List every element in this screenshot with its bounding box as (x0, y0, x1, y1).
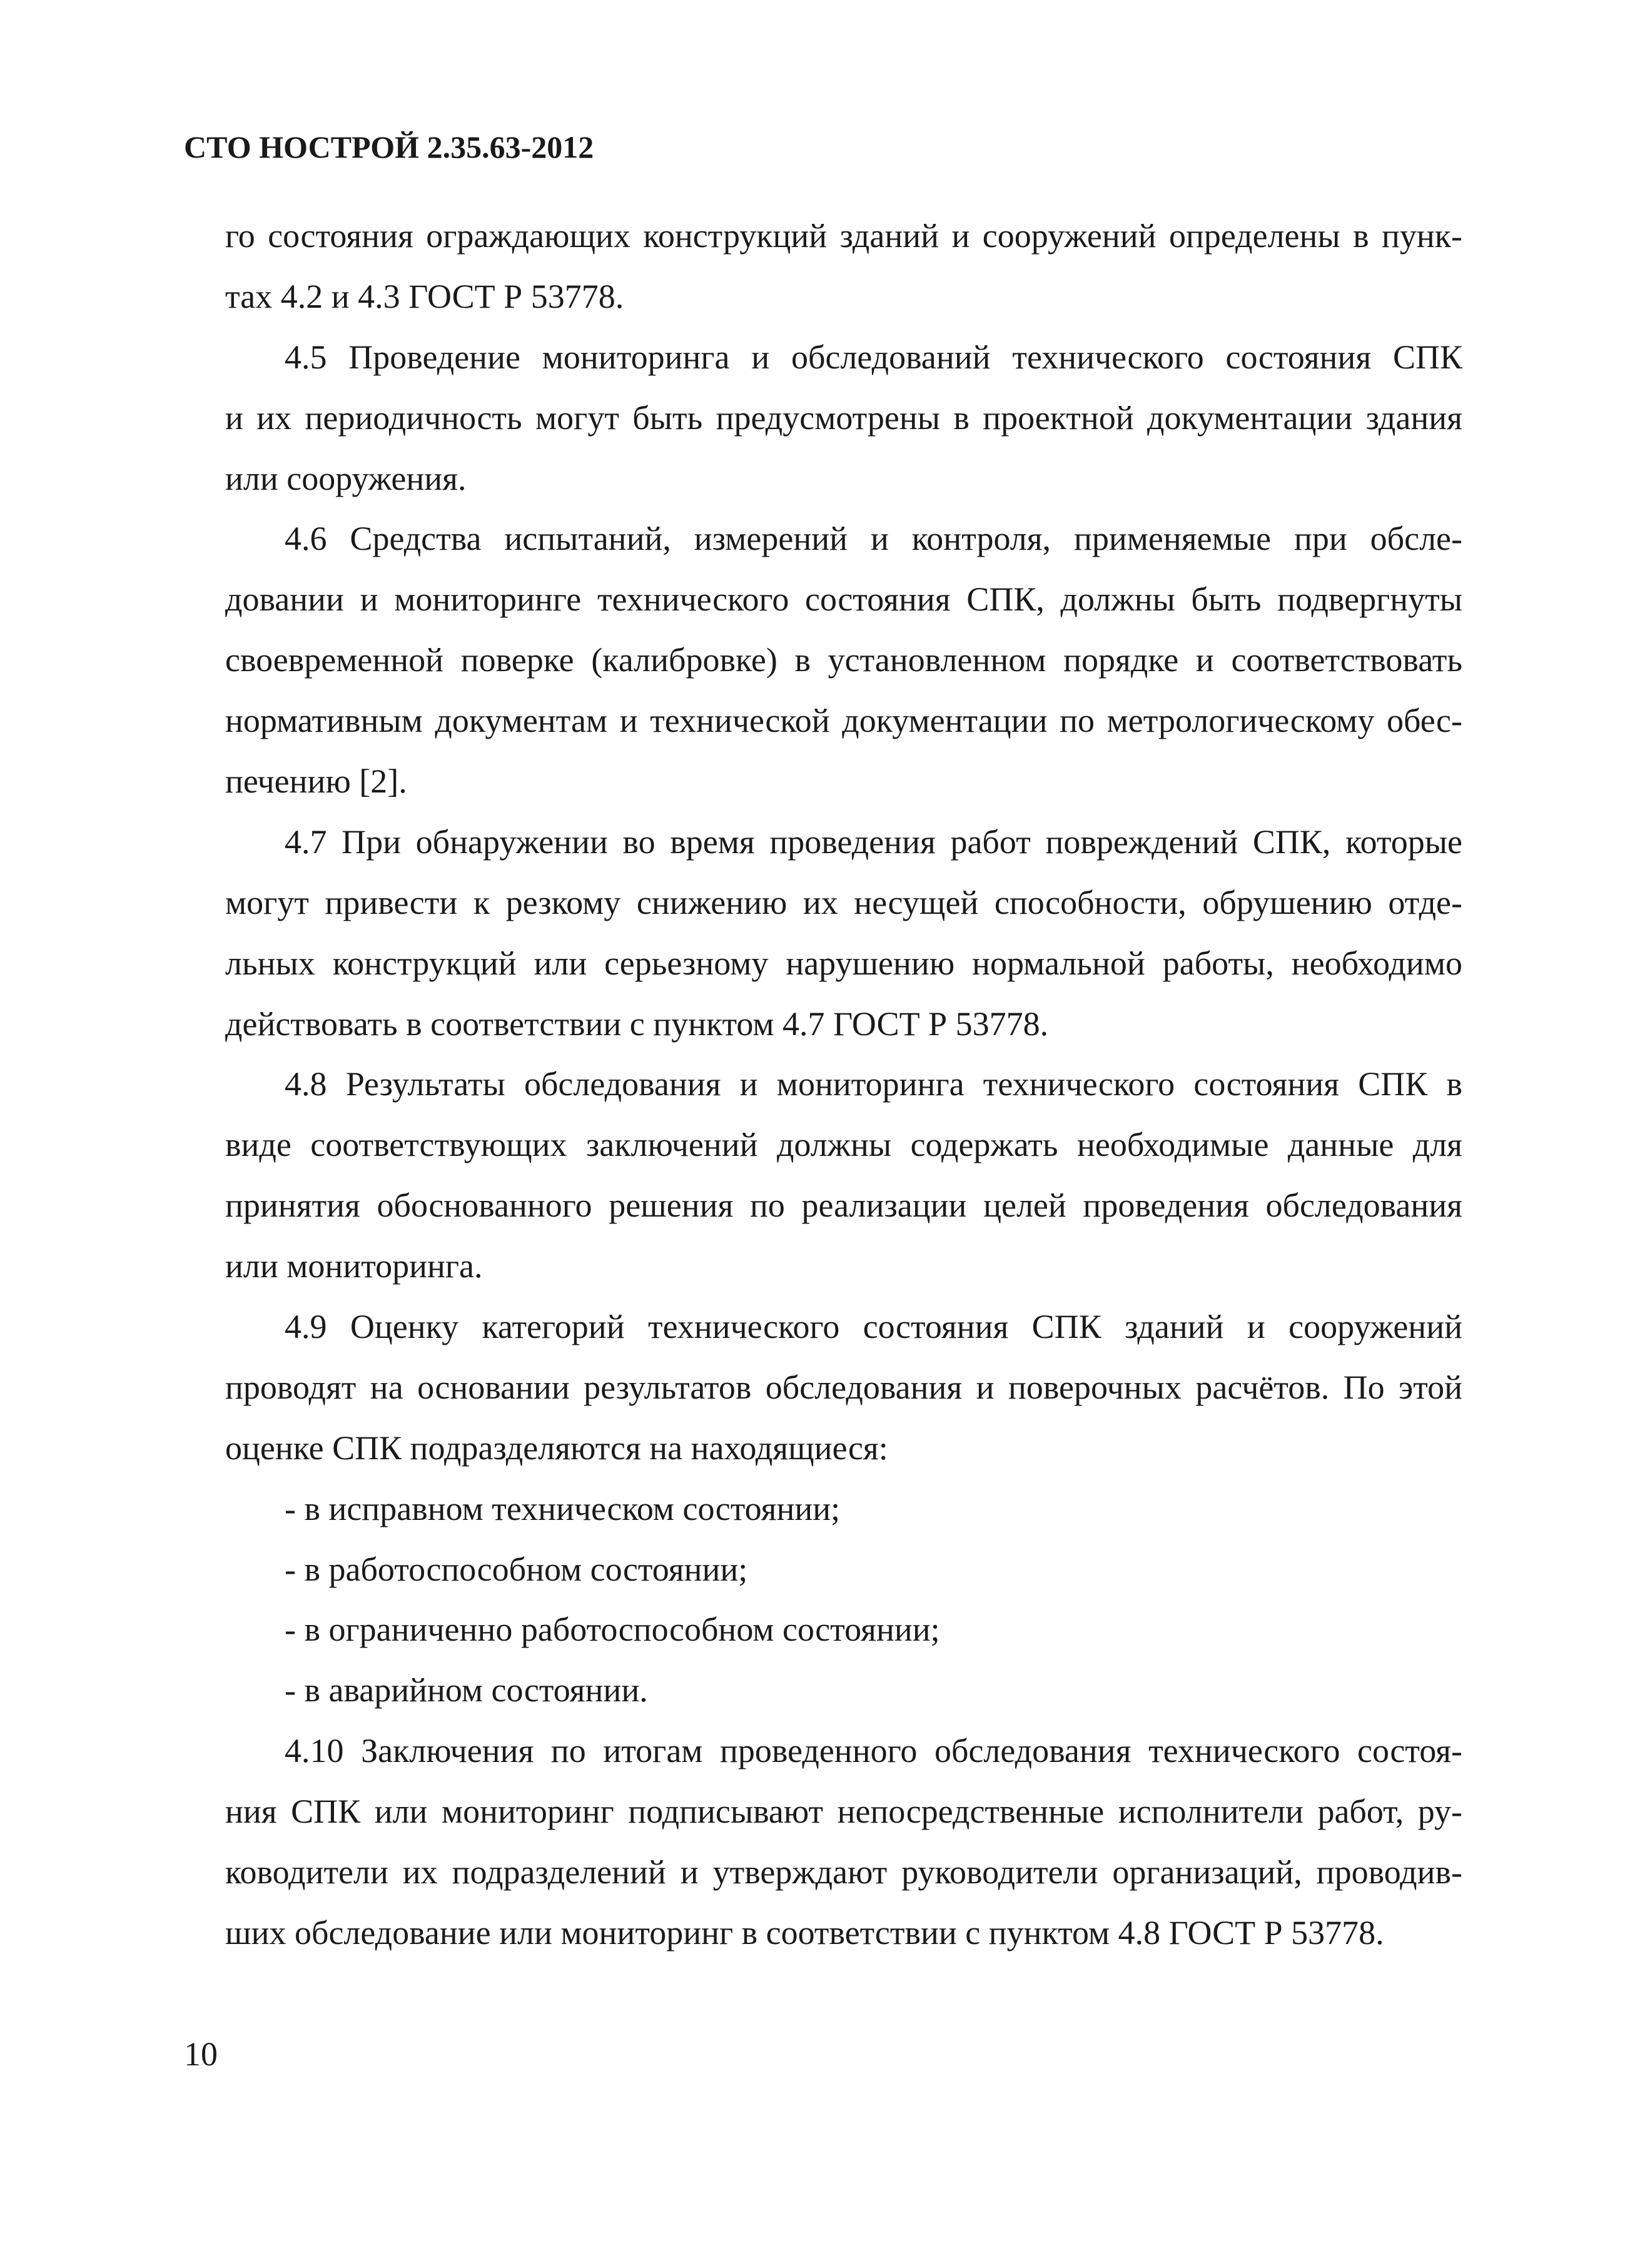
text-line: го состояния ограждающих конструкций зданий и сооружений определены в пунк- (225, 217, 1462, 255)
text-line: печению [2]. (225, 762, 407, 801)
list-item: - в исправном техническом состоянии; (285, 1489, 841, 1527)
paragraph-4-5 (225, 327, 1462, 509)
text-line: довании и мониторинге технического состояния СПК, должны быть подвергнуты (225, 580, 1462, 619)
paragraph-4-9 (225, 1297, 1462, 1479)
paragraph-4-7 (225, 812, 1462, 1055)
list-item: - в работоспособном состоянии; (285, 1550, 748, 1588)
text-line: нормативным документам и технической документации по метрологическому обес- (225, 702, 1462, 740)
paragraph-continuation (225, 206, 1462, 327)
document-body (225, 206, 1462, 1963)
document-code-header: СТО НОСТРОЙ 2.35.63-2012 (184, 129, 594, 165)
text-line: принятия обоснованного решения по реализации целей проведения обследования (225, 1187, 1462, 1225)
paragraph-4-8 (225, 1054, 1462, 1297)
text-line: проводят на основании результатов обследования и поверочных расчётов. По этой (225, 1368, 1462, 1406)
text-line: 4.7 При обнаружении во время проведения работ повреждений СПК, которые (285, 823, 1462, 861)
text-line: и их периодичность могут быть предусмотрены в проектной документации здания (225, 398, 1462, 437)
text-line: могут привести к резкому снижению их несущей способности, обрушению отде- (225, 883, 1462, 921)
text-line: 4.10 Заключения по итогам проведенного обследования технического состоя- (285, 1732, 1462, 1770)
text-line: 4.5 Проведение мониторинга и обследований технического состояния СПК (285, 338, 1462, 376)
list-item: - в ограниченно работоспособном состоянии; (285, 1611, 940, 1649)
text-line: или мониторинга. (225, 1247, 483, 1285)
text-line: 4.9 Оценку категорий технического состояния СПК зданий и сооружений (285, 1308, 1462, 1346)
text-line: льных конструкций или серьезному нарушению нормальной работы, необходимо (225, 944, 1462, 982)
text-line: ния СПК или мониторинг подписывают непосредственные исполнители работ, ру- (225, 1793, 1462, 1831)
text-line: оценке СПК подразделяются на находящиеся: (225, 1429, 888, 1467)
text-line: действовать в соответствии с пунктом 4.7 ГОСТ Р 53778. (225, 1005, 1049, 1043)
paragraph-4-6 (225, 509, 1462, 811)
text-line: тах 4.2 и 4.3 ГОСТ Р 53778. (225, 277, 624, 315)
text-line: 4.6 Средства испытаний, измерений и контроля, применяемые при обсле- (285, 520, 1462, 558)
text-line: своевременной поверке (калибровке) в установленном порядке и соответствовать (225, 641, 1462, 679)
text-line: ших обследование или мониторинг в соответствии с пунктом 4.8 ГОСТ Р 53778. (225, 1913, 1384, 1952)
text-line: 4.8 Результаты обследования и мониторинга технического состояния СПК в (285, 1065, 1462, 1103)
list-item: - в аварийном состоянии. (285, 1671, 648, 1709)
condition-category-list (225, 1479, 1462, 1721)
text-line: или сооружения. (225, 459, 467, 497)
page-number: 10 (184, 2035, 218, 2073)
paragraph-4-10 (225, 1721, 1462, 1963)
text-line: ководители их подразделений и утверждают руководители организаций, проводив- (225, 1853, 1462, 1891)
text-line: виде соответствующих заключений должны содержать необходимые данные для (225, 1126, 1462, 1164)
